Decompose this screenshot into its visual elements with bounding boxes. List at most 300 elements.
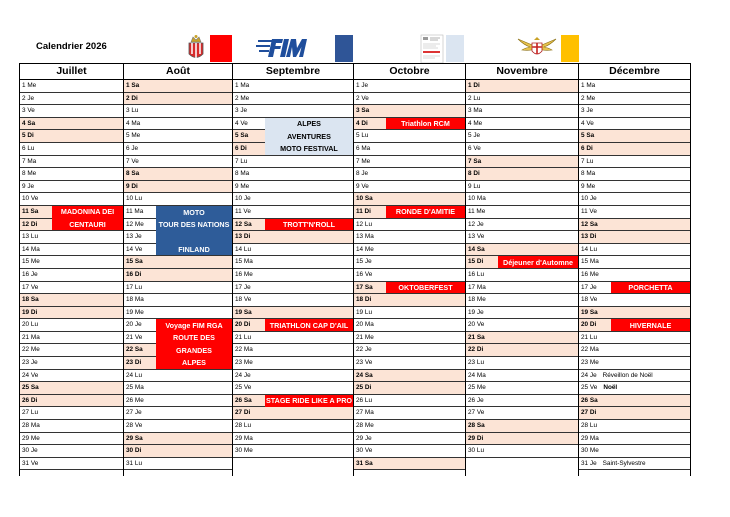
- day-cell[interactable]: [466, 433, 578, 446]
- day-label: 11 Ma: [126, 207, 144, 215]
- day-label: 14 Me: [356, 245, 374, 253]
- day-label: 27 Ma: [356, 409, 374, 417]
- day-label: 19 Je: [468, 308, 484, 316]
- day-label: 7 Ve: [126, 157, 139, 165]
- day-label: 7 Ma: [22, 157, 37, 165]
- day-cell[interactable]: [466, 395, 578, 408]
- day-cell[interactable]: [124, 130, 232, 143]
- day-label: 3 Sa: [356, 107, 370, 115]
- day-cell[interactable]: [354, 395, 465, 408]
- day-label: 18 Me: [468, 296, 486, 304]
- day-label: 12 Sa: [581, 220, 598, 228]
- day-label: 7 Lu: [235, 157, 248, 165]
- day-cell[interactable]: [124, 181, 232, 194]
- day-cell[interactable]: [579, 269, 690, 282]
- day-cell[interactable]: [233, 156, 353, 169]
- day-cell[interactable]: [579, 93, 690, 106]
- day-label: 9 Me: [581, 182, 596, 190]
- month-header: Août: [124, 64, 232, 80]
- day-cell[interactable]: [466, 332, 578, 345]
- day-cell[interactable]: [579, 357, 690, 370]
- event-label: OKTOBERFEST: [398, 282, 453, 292]
- day-label: 6 Je: [126, 144, 139, 152]
- day-cell[interactable]: [354, 319, 465, 332]
- day-cell[interactable]: [354, 156, 465, 169]
- event-block[interactable]: [265, 319, 353, 331]
- day-cell[interactable]: [124, 143, 232, 156]
- day-cell[interactable]: [354, 420, 465, 433]
- day-label: 7 Sa: [468, 157, 482, 165]
- day-cell[interactable]: [579, 395, 690, 408]
- day-cell[interactable]: [466, 357, 578, 370]
- day-cell[interactable]: [466, 219, 578, 232]
- day-label: 3 Ve: [22, 107, 35, 115]
- day-cell[interactable]: [20, 407, 123, 420]
- day-cell[interactable]: [233, 181, 353, 194]
- event-block[interactable]: [386, 282, 465, 294]
- day-cell[interactable]: [20, 181, 123, 194]
- event-block[interactable]: [611, 282, 690, 294]
- day-cell[interactable]: [20, 269, 123, 282]
- day-label: 30 Je: [22, 447, 38, 455]
- day-cell[interactable]: [354, 370, 465, 383]
- day-cell[interactable]: [354, 307, 465, 320]
- day-cell[interactable]: [579, 370, 690, 383]
- day-cell[interactable]: [579, 168, 690, 181]
- day-label: 10 Ve: [22, 195, 39, 203]
- day-cell[interactable]: [20, 80, 123, 93]
- day-cell[interactable]: [354, 244, 465, 257]
- day-label: 4 Di: [356, 119, 368, 127]
- day-label: 18 Sa: [22, 296, 39, 304]
- day-cell[interactable]: [579, 80, 690, 93]
- day-label: 27 Ve: [468, 409, 485, 417]
- day-label: 23 Je: [22, 359, 38, 367]
- day-cell[interactable]: [354, 193, 465, 206]
- day-label: 31 Ve: [22, 459, 39, 467]
- day-cell[interactable]: [466, 156, 578, 169]
- event-block[interactable]: [265, 395, 353, 407]
- day-cell[interactable]: [354, 407, 465, 420]
- fim-logo-icon: [256, 36, 308, 60]
- day-label: 2 Je: [22, 94, 35, 102]
- day-cell[interactable]: [354, 344, 465, 357]
- day-cell[interactable]: [354, 458, 465, 471]
- day-cell[interactable]: [466, 80, 578, 93]
- day-cell[interactable]: [124, 307, 232, 320]
- day-label: 16 Lu: [468, 270, 484, 278]
- day-cell[interactable]: [124, 445, 232, 458]
- day-cell[interactable]: [466, 370, 578, 383]
- month-header: Octobre: [354, 64, 465, 80]
- day-cell[interactable]: [124, 370, 232, 383]
- day-label: 13 Lu: [22, 233, 38, 241]
- day-cell[interactable]: [20, 433, 123, 446]
- day-cell[interactable]: [124, 93, 232, 106]
- day-cell[interactable]: [124, 458, 232, 471]
- day-label: 22 Je: [356, 346, 372, 354]
- day-cell[interactable]: [233, 282, 353, 295]
- day-cell[interactable]: [354, 256, 465, 269]
- day-cell[interactable]: [579, 407, 690, 420]
- day-cell[interactable]: [233, 382, 353, 395]
- day-label: 16 Ve: [356, 270, 373, 278]
- day-cell[interactable]: [466, 269, 578, 282]
- day-cell[interactable]: [124, 407, 232, 420]
- day-cell[interactable]: [466, 382, 578, 395]
- day-cell[interactable]: [124, 193, 232, 206]
- day-cell[interactable]: [579, 105, 690, 118]
- day-label: 30 Lu: [468, 447, 484, 455]
- day-cell[interactable]: [233, 445, 353, 458]
- day-cell[interactable]: [354, 382, 465, 395]
- day-cell[interactable]: [233, 269, 353, 282]
- day-cell[interactable]: [233, 93, 353, 106]
- day-cell[interactable]: [20, 168, 123, 181]
- day-cell[interactable]: [233, 407, 353, 420]
- day-label: 9 Di: [126, 182, 138, 190]
- day-cell[interactable]: [233, 193, 353, 206]
- day-label: 22 Di: [468, 346, 484, 354]
- day-cell[interactable]: [20, 282, 123, 295]
- day-label: 10 Sa: [356, 195, 373, 203]
- day-cell[interactable]: [466, 420, 578, 433]
- day-cell[interactable]: [233, 357, 353, 370]
- day-cell[interactable]: [354, 80, 465, 93]
- day-label: 25 Di: [356, 384, 372, 392]
- day-label: 17 Ve: [22, 283, 39, 291]
- day-cell[interactable]: [20, 244, 123, 257]
- day-cell[interactable]: [466, 407, 578, 420]
- day-label: 25 Ma: [126, 384, 144, 392]
- day-cell[interactable]: [466, 319, 578, 332]
- day-cell[interactable]: [354, 294, 465, 307]
- event-label: MOTO FESTIVAL: [280, 143, 338, 153]
- day-label: 22 Ma: [235, 346, 253, 354]
- day-cell[interactable]: [233, 244, 353, 257]
- day-label: 27 Di: [581, 409, 597, 417]
- day-label: 23 Lu: [468, 359, 484, 367]
- day-label: 17 Ma: [468, 283, 486, 291]
- day-cell[interactable]: [466, 118, 578, 131]
- day-label: 28 Sa: [468, 422, 485, 430]
- day-cell[interactable]: [20, 319, 123, 332]
- day-label: 4 Ve: [235, 119, 248, 127]
- day-cell[interactable]: [354, 93, 465, 106]
- day-cell[interactable]: [20, 370, 123, 383]
- day-label: 11 Sa: [22, 207, 39, 215]
- day-cell[interactable]: [354, 105, 465, 118]
- day-cell[interactable]: [354, 269, 465, 282]
- day-label: 15 Ma: [235, 258, 253, 266]
- event-label: RONDE D'AMITIE: [395, 207, 456, 217]
- day-cell[interactable]: [233, 294, 353, 307]
- day-label: 26 Me: [126, 396, 144, 404]
- day-cell[interactable]: [124, 282, 232, 295]
- day-label: 5 Sa: [235, 132, 249, 140]
- day-label: 26 Je: [468, 396, 484, 404]
- event-block[interactable]: [52, 206, 123, 230]
- day-cell[interactable]: [466, 130, 578, 143]
- day-cell[interactable]: [466, 181, 578, 194]
- day-cell[interactable]: [124, 269, 232, 282]
- day-cell[interactable]: [20, 231, 123, 244]
- month-column-4: [466, 64, 579, 476]
- day-label: 19 Di: [22, 308, 38, 316]
- day-cell[interactable]: [124, 294, 232, 307]
- day-label: 7 Me: [356, 157, 371, 165]
- day-cell[interactable]: [20, 294, 123, 307]
- day-label: 2 Me: [235, 94, 250, 102]
- day-label: 20 Di: [235, 321, 251, 329]
- day-label: 4 Ma: [126, 119, 141, 127]
- day-cell[interactable]: [233, 332, 353, 345]
- day-label: 30 Ve: [356, 447, 373, 455]
- day-label: 6 Di: [235, 144, 247, 152]
- day-cell[interactable]: [579, 193, 690, 206]
- day-label: 14 Lu: [581, 245, 597, 253]
- day-cell[interactable]: [354, 433, 465, 446]
- day-cell[interactable]: [124, 433, 232, 446]
- day-label: 4 Ve: [581, 119, 594, 127]
- day-note: Réveillon de Noël: [602, 371, 653, 379]
- day-cell[interactable]: [20, 307, 123, 320]
- day-label: 19 Sa: [581, 308, 598, 316]
- day-cell[interactable]: [466, 282, 578, 295]
- day-cell[interactable]: [124, 156, 232, 169]
- day-label: 13 Di: [235, 233, 251, 241]
- day-cell[interactable]: [20, 256, 123, 269]
- day-cell[interactable]: [233, 105, 353, 118]
- event-block[interactable]: [386, 206, 465, 218]
- day-cell[interactable]: [466, 93, 578, 106]
- day-cell[interactable]: [466, 168, 578, 181]
- day-cell[interactable]: [233, 370, 353, 383]
- day-label: 27 Di: [235, 409, 251, 417]
- day-cell[interactable]: [20, 93, 123, 106]
- day-label: 9 Je: [22, 182, 35, 190]
- winged-emblem-logo-icon: [516, 35, 558, 63]
- day-label: 3 Ma: [468, 107, 483, 115]
- day-cell[interactable]: [20, 344, 123, 357]
- day-label: 10 Je: [235, 195, 251, 203]
- day-label: 27 Je: [126, 409, 142, 417]
- event-label: TOUR DES NATIONS: [158, 219, 230, 229]
- day-label: 16 Me: [581, 270, 599, 278]
- day-label: 21 Ma: [22, 333, 40, 341]
- flag-light-blue-bar: [446, 35, 464, 62]
- event-block[interactable]: [156, 319, 232, 368]
- day-label: 23 Ve: [356, 359, 373, 367]
- day-cell[interactable]: [466, 105, 578, 118]
- day-label: 3 Je: [581, 107, 594, 115]
- day-label: 5 Di: [22, 132, 34, 140]
- calendar-title: Calendrier 2026: [36, 41, 107, 52]
- day-label: 29 Me: [22, 434, 40, 442]
- month-column-0: [20, 64, 124, 476]
- day-cell[interactable]: [20, 118, 123, 131]
- day-cell[interactable]: [354, 143, 465, 156]
- day-cell[interactable]: [20, 105, 123, 118]
- day-cell[interactable]: [579, 130, 690, 143]
- day-cell[interactable]: [579, 344, 690, 357]
- day-label: 18 Ve: [235, 296, 252, 304]
- day-label: 26 Di: [22, 396, 38, 404]
- day-cell[interactable]: [579, 294, 690, 307]
- day-cell[interactable]: [124, 80, 232, 93]
- day-cell[interactable]: [466, 445, 578, 458]
- day-cell[interactable]: [354, 219, 465, 232]
- day-cell[interactable]: [579, 244, 690, 257]
- event-block[interactable]: [265, 219, 353, 231]
- day-cell[interactable]: [20, 156, 123, 169]
- day-cell[interactable]: [579, 420, 690, 433]
- day-label: 28 Ma: [22, 422, 40, 430]
- day-label: 18 Di: [356, 296, 372, 304]
- month-header: Juillet: [20, 64, 123, 80]
- flag-blue-bar: [335, 35, 353, 62]
- day-cell[interactable]: [124, 395, 232, 408]
- day-cell[interactable]: [233, 307, 353, 320]
- day-label: 21 Ve: [126, 333, 143, 341]
- day-cell[interactable]: [354, 231, 465, 244]
- day-cell[interactable]: [20, 420, 123, 433]
- day-cell[interactable]: [233, 206, 353, 219]
- event-label: [193, 233, 195, 240]
- day-label: 15 Di: [468, 258, 484, 266]
- day-cell[interactable]: [233, 420, 353, 433]
- event-label: ALPES: [297, 119, 321, 129]
- day-cell[interactable]: [579, 143, 690, 156]
- month-column-5: [579, 64, 691, 476]
- day-label: 8 Di: [468, 170, 480, 178]
- day-cell[interactable]: [354, 445, 465, 458]
- event-label: STAGE RIDE LIKE A PRO: [266, 396, 352, 406]
- day-cell[interactable]: [466, 294, 578, 307]
- event-block[interactable]: [265, 118, 353, 155]
- day-cell[interactable]: [20, 130, 123, 143]
- day-label: 26 Sa: [581, 396, 598, 404]
- day-cell[interactable]: [579, 307, 690, 320]
- day-cell[interactable]: [233, 231, 353, 244]
- day-cell[interactable]: [466, 143, 578, 156]
- day-label: 8 Je: [356, 170, 369, 178]
- day-label: 9 Ve: [356, 182, 369, 190]
- day-label: 16 Je: [22, 270, 38, 278]
- event-block[interactable]: [498, 256, 578, 268]
- day-cell[interactable]: [579, 181, 690, 194]
- day-label: 31 Lu: [126, 459, 142, 467]
- day-cell[interactable]: [579, 219, 690, 232]
- day-cell[interactable]: [20, 445, 123, 458]
- day-cell[interactable]: [466, 344, 578, 357]
- day-cell[interactable]: [20, 458, 123, 471]
- day-cell[interactable]: [579, 332, 690, 345]
- day-label: 21 Me: [356, 333, 374, 341]
- day-label: 6 Lu: [22, 144, 35, 152]
- day-cell[interactable]: [124, 420, 232, 433]
- day-cell[interactable]: [20, 395, 123, 408]
- day-label: 13 Ma: [356, 233, 374, 241]
- day-cell[interactable]: [466, 307, 578, 320]
- day-label: 19 Me: [126, 308, 144, 316]
- day-cell[interactable]: [354, 357, 465, 370]
- day-cell[interactable]: [466, 244, 578, 257]
- day-cell[interactable]: [20, 193, 123, 206]
- event-label: TROTT'N'ROLL: [282, 219, 336, 229]
- day-label: 1 Di: [468, 82, 480, 89]
- day-cell[interactable]: [233, 80, 353, 93]
- day-cell[interactable]: [124, 256, 232, 269]
- day-cell[interactable]: [124, 382, 232, 395]
- event-block[interactable]: [611, 319, 690, 331]
- day-label: 1 Ma: [581, 82, 596, 89]
- day-cell[interactable]: [466, 231, 578, 244]
- day-cell[interactable]: [466, 193, 578, 206]
- day-label: 22 Sa: [126, 346, 143, 354]
- day-label: 30 Me: [581, 447, 599, 455]
- day-cell[interactable]: [20, 382, 123, 395]
- day-label: 2 Me: [581, 94, 596, 102]
- day-label: 22 Me: [22, 346, 40, 354]
- day-label: 5 Lu: [356, 132, 369, 140]
- day-label: 14 Ve: [126, 245, 143, 253]
- day-cell[interactable]: [579, 445, 690, 458]
- event-block[interactable]: [386, 118, 465, 130]
- day-cell[interactable]: [579, 433, 690, 446]
- event-label: AVENTURES: [287, 131, 331, 141]
- event-label: MOTO: [183, 207, 205, 217]
- day-label: 30 Di: [126, 447, 142, 455]
- day-cell[interactable]: [354, 168, 465, 181]
- event-label: ROUTE DES: [173, 333, 215, 343]
- event-block[interactable]: [156, 206, 232, 255]
- day-label: 2 Ve: [356, 94, 369, 102]
- day-label: 6 Ve: [468, 144, 481, 152]
- day-cell[interactable]: [124, 105, 232, 118]
- day-cell[interactable]: [124, 118, 232, 131]
- day-cell[interactable]: [579, 231, 690, 244]
- day-cell[interactable]: [20, 143, 123, 156]
- day-cell[interactable]: [233, 344, 353, 357]
- day-label: 14 Sa: [468, 245, 485, 253]
- day-cell[interactable]: [579, 458, 690, 471]
- day-cell[interactable]: [20, 357, 123, 370]
- day-label: 11 Me: [468, 207, 486, 215]
- day-cell[interactable]: [233, 168, 353, 181]
- day-cell[interactable]: [354, 181, 465, 194]
- day-note: Noël: [603, 384, 618, 392]
- day-cell[interactable]: [579, 256, 690, 269]
- day-cell[interactable]: [466, 206, 578, 219]
- day-cell[interactable]: [20, 332, 123, 345]
- day-cell[interactable]: [233, 433, 353, 446]
- day-label: 25 Sa: [22, 384, 39, 392]
- day-label: 23 Me: [581, 359, 599, 367]
- day-label: 18 Ve: [581, 296, 598, 304]
- day-label: 3 Lu: [126, 107, 139, 115]
- day-cell[interactable]: [233, 256, 353, 269]
- day-cell[interactable]: [579, 206, 690, 219]
- day-cell[interactable]: [124, 168, 232, 181]
- day-cell[interactable]: [579, 156, 690, 169]
- day-label: 7 Lu: [581, 157, 594, 165]
- day-cell[interactable]: [354, 332, 465, 345]
- day-cell[interactable]: [579, 382, 690, 395]
- day-label: 29 Di: [468, 434, 484, 442]
- day-cell[interactable]: [579, 118, 690, 131]
- day-cell[interactable]: [354, 130, 465, 143]
